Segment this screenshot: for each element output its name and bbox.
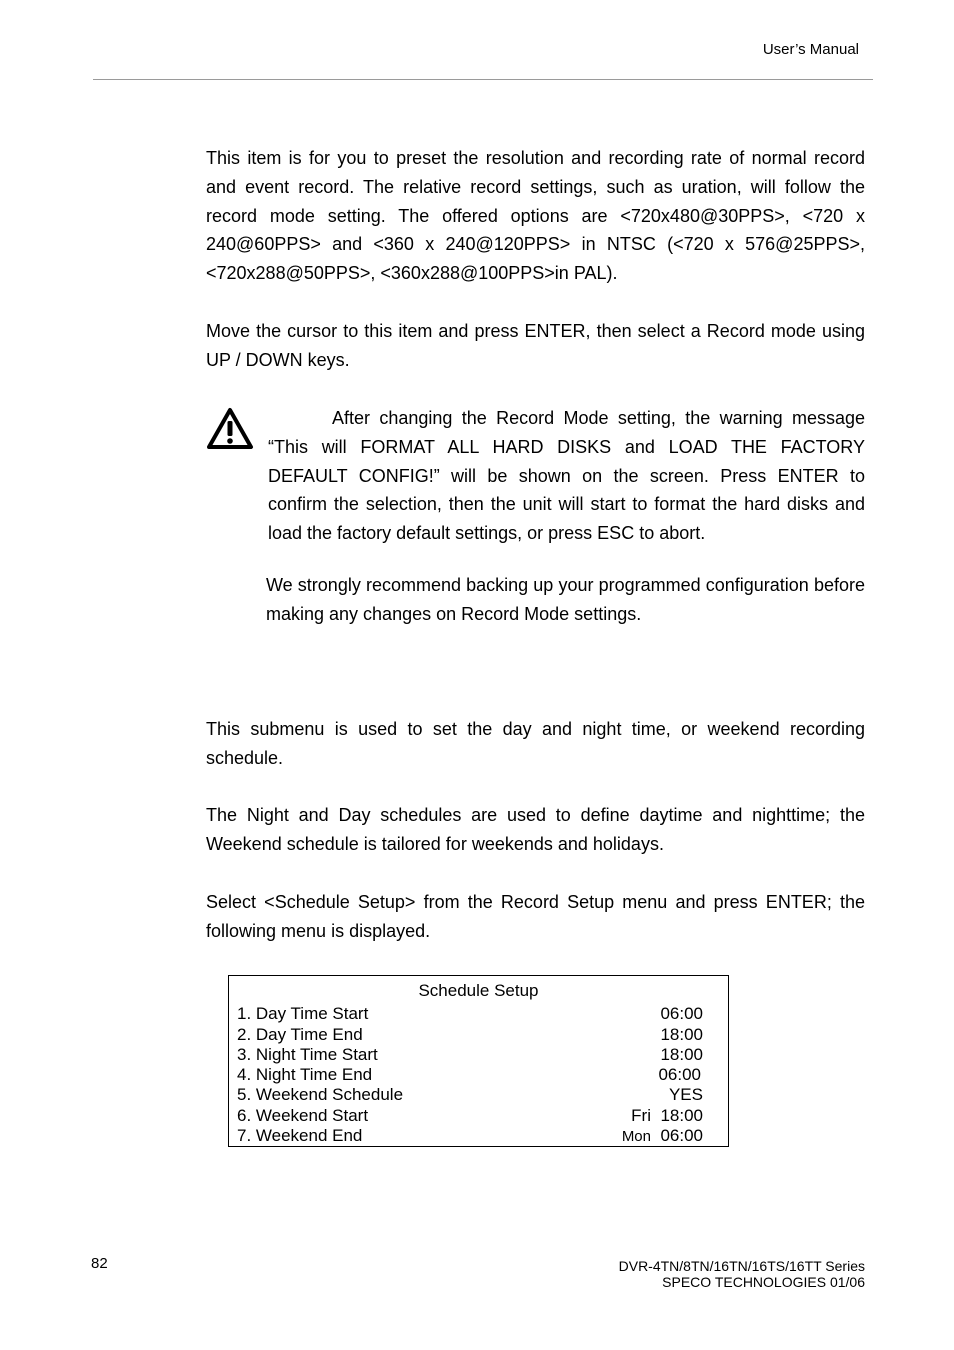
menu-item-value: YES bbox=[668, 1085, 703, 1104]
move-cursor-paragraph: Move the cursor to this item and press ENTER, then select a Record mode using UP / DOWN keys. bbox=[206, 321, 865, 370]
running-header: User’s Manual bbox=[762, 41, 859, 58]
menu-item bbox=[237, 1106, 703, 1126]
recommend-paragraph: We strongly recommend backing up your programmed configuration before making any changes on Record Mode settings. bbox=[266, 575, 865, 624]
footer bbox=[619, 1258, 865, 1290]
menu-item bbox=[237, 1065, 703, 1085]
warning-note bbox=[268, 404, 865, 548]
menu-item bbox=[237, 1085, 703, 1105]
record-mode-paragraph: This item is for you to preset the resolution and recording rate of normal record and event record. The relative record settings, such as uration, will follow the record mode setting. The offered options are <720x480@30PPS>, <720 x 240@60PPS> and <360 x 240@120PPS> in NTSC (<720 x 576@25PPS>, <720x288@50PPS>, <360x288@100PPS>in PAL). bbox=[206, 148, 865, 284]
footer-company: SPECO TECHNOLOGIES 01/06 bbox=[662, 1274, 865, 1290]
menu-title: Schedule Setup bbox=[418, 981, 539, 1000]
submenu-paragraph: This submenu is used to set the day and night time, or weekend recording schedule. bbox=[206, 719, 865, 768]
menu-item-label: 5. Weekend Schedule bbox=[237, 1085, 404, 1104]
menu-item bbox=[237, 1045, 703, 1065]
menu-item-label: 6. Weekend Start bbox=[237, 1106, 369, 1125]
menu-item-label: 3. Night Time Start bbox=[237, 1045, 378, 1064]
menu-item-value: Fri 18:00 bbox=[631, 1106, 703, 1125]
menu-item bbox=[237, 1004, 703, 1024]
warning-triangle-icon bbox=[206, 406, 254, 450]
warning-text: After changing the Record Mode setting, the warning message “This will FORMAT ALL HARD DISKS and LOAD THE FACTORY DEFAULT CONFIG!” will be shown on the screen. Press ENTER to confirm the selection, then the unit will start to format the hard disks and load the factory default settings, or press ESC to abort. bbox=[268, 408, 865, 544]
menu-item-value: 18:00 bbox=[660, 1045, 703, 1064]
select-paragraph: Select <Schedule Setup> from the Record Setup menu and press ENTER; the following menu is displayed. bbox=[206, 892, 865, 941]
menu-item bbox=[237, 1025, 703, 1045]
footer-series: DVR-4TN/8TN/16TN/16TS/16TT Series bbox=[618, 1258, 865, 1274]
menu-item bbox=[237, 1126, 703, 1146]
menu-item-label: 7. Weekend End bbox=[237, 1126, 363, 1145]
menu-item-value: 06:00 bbox=[658, 1065, 701, 1084]
menu-item-day: Fri bbox=[631, 1106, 651, 1125]
header-rule bbox=[93, 79, 873, 80]
menu-item-value: 18:00 bbox=[660, 1025, 703, 1044]
menu-item-value: 06:00 bbox=[660, 1004, 703, 1023]
menu-item-label: 1. Day Time Start bbox=[237, 1004, 369, 1023]
page-number: 82 bbox=[91, 1255, 108, 1272]
menu-item-label: 2. Day Time End bbox=[237, 1025, 363, 1044]
menu-item-day: Mon bbox=[621, 1128, 651, 1145]
menu-item-label: 4. Night Time End bbox=[237, 1065, 373, 1084]
night-day-paragraph: The Night and Day schedules are used to define daytime and nighttime; the Weekend schedule is tailored for weekends and holidays. bbox=[206, 805, 865, 854]
menu-item-value: Mon 06:00 bbox=[621, 1126, 703, 1145]
schedule-setup-menu bbox=[228, 975, 729, 1147]
